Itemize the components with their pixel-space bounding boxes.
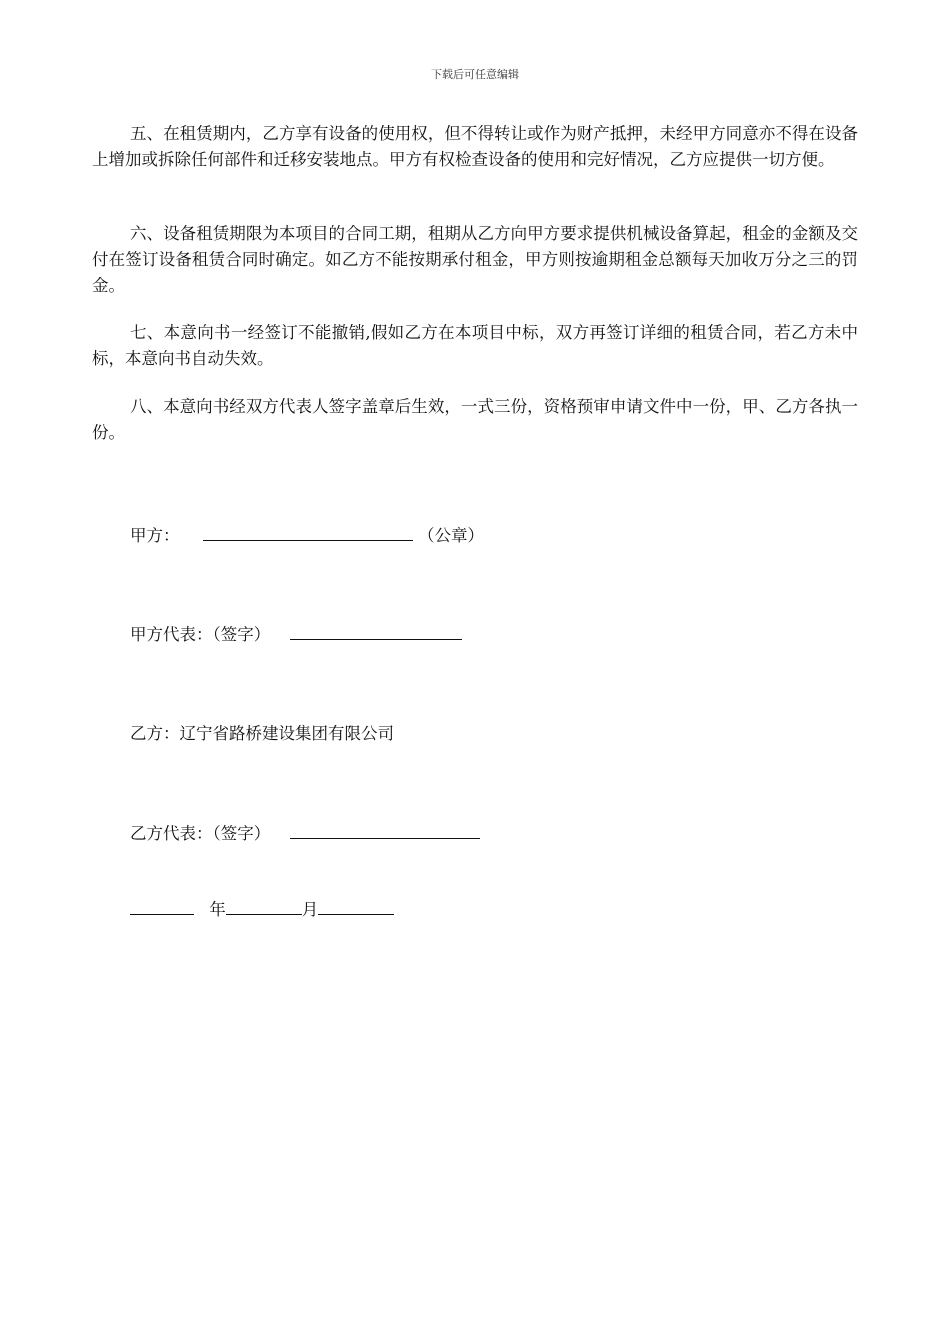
party-b-rep-blank[interactable] [290,824,480,839]
party-a-label: 甲方： [130,526,180,545]
date-line [130,896,394,920]
party-a-rep-label: 甲方代表：（签字） [130,625,271,644]
day-blank[interactable] [318,900,394,915]
party-b-name: 辽宁省路桥建设集团有限公司 [179,724,394,743]
party-a-line [130,522,484,546]
party-b-line [130,720,394,744]
year-label: 年 [209,900,226,919]
month-blank[interactable] [226,900,302,915]
party-b-label: 乙方： [130,724,180,743]
page-header-note: 下载后可任意编辑 [431,68,519,81]
month-label: 月 [301,900,319,919]
clause-6: 六、设备租赁期限为本项目的合同工期，租期从乙方向甲方要求提供机械设备算起，租金的金额及交付在签订设备租赁合同时确定。如乙方不能按期承付租金，甲方则按逾期租金总额每天加收万分之三的罚金。 [92,224,858,295]
party-a-seal-label: （公章） [418,526,484,545]
year-blank[interactable] [130,900,194,915]
party-b-rep-label: 乙方代表：（签字） [130,824,271,843]
party-a-blank[interactable] [203,526,413,541]
party-b-rep-line [130,820,480,844]
party-a-rep-line [130,621,462,645]
party-a-rep-blank[interactable] [290,625,462,640]
clause-5: 五、在租赁期内，乙方享有设备的使用权，但不得转让或作为财产抵押，未经甲方同意亦不得在设备上增加或拆除任何部件和迁移安装地点。甲方有权检查设备的使用和完好情况，乙方应提供一切方便。 [92,124,858,169]
clause-8: 八、本意向书经双方代表人签字盖章后生效，一式三份，资格预审申请文件中一份，甲、乙方各执一份。 [92,397,858,442]
clause-7: 七、本意向书一经签订不能撤销,假如乙方在本项目中标，双方再签订详细的租赁合同，若乙方未中标，本意向书自动失效。 [92,323,858,368]
